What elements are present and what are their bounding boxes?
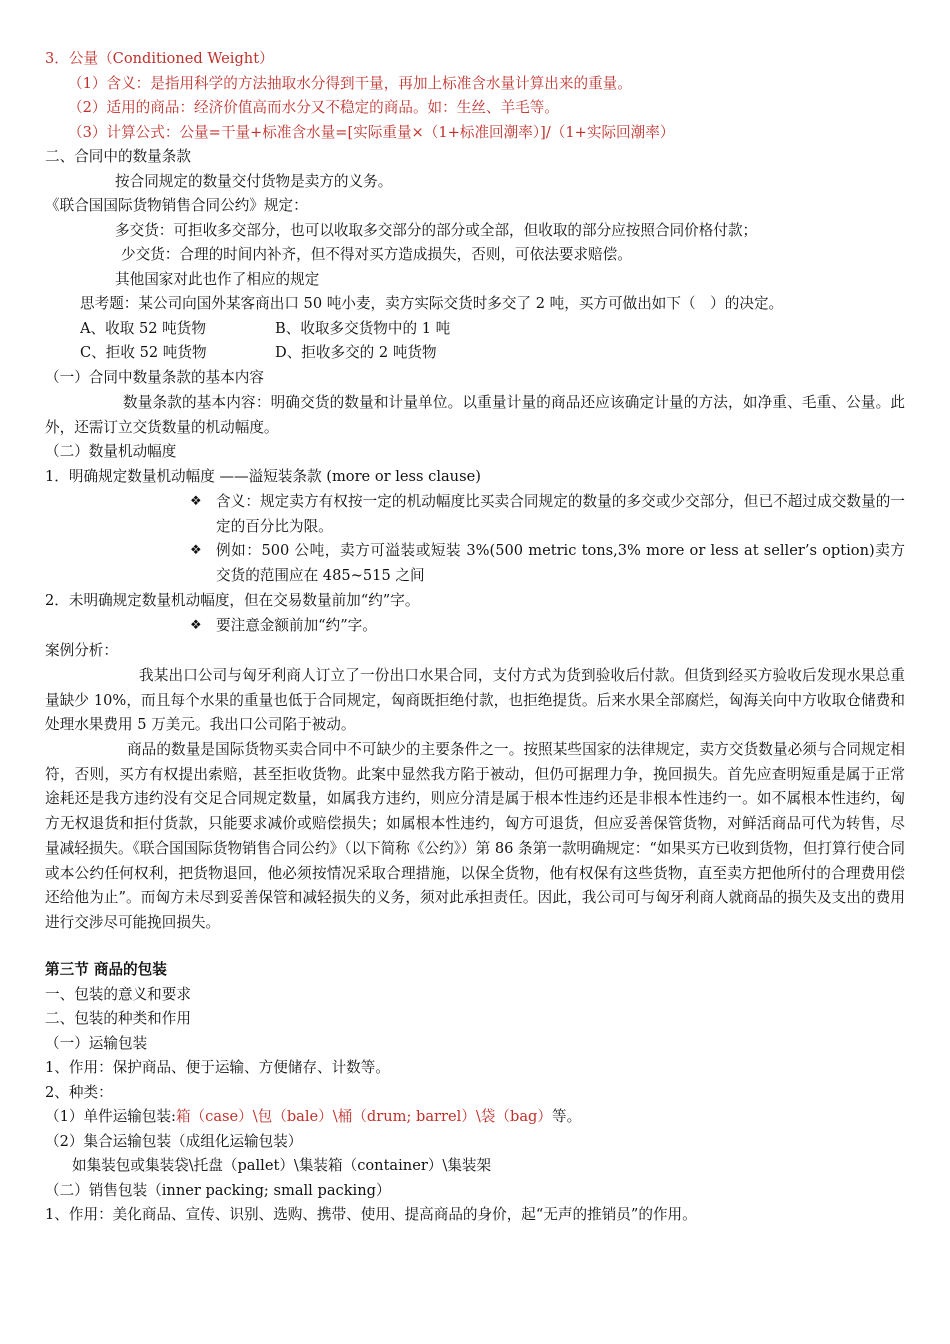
- under-delivery-line: 少交货：合理的时间内补齐，但不得对买方造成损失，否则，可依法要求赔偿。: [121, 246, 632, 263]
- option-d: D、拒收多交的 2 吨货物: [275, 344, 437, 361]
- heading-packing-meaning: 一、包装的意义和要求: [45, 986, 191, 1003]
- option-c: C、拒收 52 吨货物: [80, 344, 207, 361]
- section-title-packing: 第三节 商品的包装: [45, 961, 167, 978]
- diamond-bullet-icon: ❖: [190, 494, 202, 509]
- bullet-about-amount-text: 要注意金额前加“约”字。: [216, 617, 377, 634]
- bullet-example-text: 例如：500 公吨，卖方可溢装或短装 3%(500 metric tons,3% more or less at seller’s option)卖方交货的范围应在 485~515 之间: [216, 542, 905, 584]
- formula-line: （3）计算公式：公量=干量+标准含水量=[实际重量×（1+标准回潮率）]/（1+实际回潮率）: [68, 124, 675, 141]
- other-countries-line: 其他国家对此也作了相应的规定: [115, 271, 320, 288]
- flex-item-2: 2．未明确规定数量机动幅度，但在交易数量前加“约”字。: [45, 592, 420, 609]
- definition-line: （1）含义：是指用科学的方法抽取水分得到干量，再加上标准含水量计算出来的重量。: [68, 75, 632, 92]
- flex-item-1: 1．明确规定数量机动幅度 ——溢短装条款 (more or less clause): [45, 468, 481, 485]
- over-delivery-line: 多交货：可拒收多交部分，也可以收取多交部分的部分或全部，但收取的部分应按照合同价格付款；: [115, 222, 758, 239]
- bullet-about-amount: [190, 614, 905, 639]
- option-b: B、收取多交货物中的 1 吨: [275, 320, 451, 337]
- cisg-intro-line: 《联合国国际货物销售合同公约》规定：: [45, 197, 308, 214]
- heading-basic-content: （一）合同中数量条款的基本内容: [45, 369, 264, 386]
- diamond-bullet-icon: ❖: [190, 618, 202, 633]
- diamond-bullet-icon: ❖: [190, 543, 202, 558]
- case-paragraph-1: 我某出口公司与匈牙利商人订立了一份出口水果合同，支付方式为货到验收后付款。但货到经买方验收后发现水果总重量缺少 10%，而且每个水果的重量也低于合同规定，匈商既拒绝付款，也拒绝提货。后来水果全部腐烂，匈海关向中方收取仓储费和处理水果费用 5 万美元。我出口公司陷于被动。: [45, 667, 905, 734]
- transport-packing-use: 1、作用：保护商品、便于运输、方便储存、计数等。: [45, 1059, 390, 1076]
- basic-content-paragraph: 数量条款的基本内容：明确交货的数量和计量单位。以重量计量的商品还应该确定计量的方法，如净重、毛重、公量。此外，还需订立交货数量的机动幅度。: [45, 394, 905, 436]
- heading-sales-packing: （二）销售包装（inner packing; small packing）: [45, 1182, 391, 1199]
- heading-transport-packing: （一）运输包装: [45, 1035, 148, 1052]
- heading-packing-types: 二、包装的种类和作用: [45, 1010, 191, 1027]
- single-packing-examples: 箱（case）\包（bale）\桶（drum; barrel）\袋（bag）: [175, 1108, 552, 1125]
- thinking-question: 思考题：某公司向国外某客商出口 50 吨小麦，卖方实际交货时多交了 2 吨，买方可做出如下（ ）的决定。: [80, 295, 784, 312]
- group-packing-items: 如集装包或集装袋\托盘（pallet）\集装箱（container）\集装架: [72, 1157, 492, 1174]
- option-a: A、收取 52 吨货物: [80, 320, 206, 337]
- bullet-definition-text: 含义：规定卖方有权按一定的机动幅度比买卖合同规定的数量的多交或少交部分，但已不超过成交数量的一定的百分比为限。: [216, 493, 905, 535]
- heading-case-analysis: 案例分析：: [45, 642, 118, 659]
- bullet-example: [190, 539, 905, 588]
- single-packing-label: （1）单件运输包装:: [45, 1108, 176, 1125]
- applicable-goods-line: （2）适用的商品：经济价值高而水分又不稳定的商品。如：生丝、羊毛等。: [68, 99, 559, 116]
- sales-packing-use: 1、作用：美化商品、宣传、识别、选购、携带、使用、提高商品的身价，起“无声的推销员”的作用。: [45, 1206, 697, 1223]
- heading-quantity-clause: 二、合同中的数量条款: [45, 148, 191, 165]
- group-packing-line: （2）集合运输包装（成组化运输包装）: [45, 1133, 303, 1150]
- case-paragraph-2: 商品的数量是国际货物买卖合同中不可缺少的主要条件之一。按照某些国家的法律规定，卖方交货数量必须与合同规定相符，否则，买方有权提出索赔，甚至拒收货物。此案中显然我方陷于被动，但仍可据理力争，挽回损失。首先应查明短重是属于正常途耗还是我方违约没有交足合同规定数量，如属我方违约，则应分清是属于根本性违约还是非根本性违约一。如不属根本性违约，匈方无权退货和拒付货款，只能要求减价或赔偿损失；如属根本性违约，匈方可退货，但应妥善保管货物，对鲜活商品可代为转售，尽量减轻损失。《联合国国际货物销售合同公约》（以下简称《公约》）第 86 条第一款明确规定：“如果买方已收到货物，但打算行使合同或本公约任何权利，把货物退回，他必须按情况采取合理措施，以保全货物，他有权保有这些货物，直至卖方把他所付的合理费用偿还给他为止”。而匈方未尽到妥善保管和减轻损失的义务，须对此承担责任。因此，我公司可与匈牙利商人就商品的损失及支出的费用进行交涉尽可能挽回损失。: [45, 741, 905, 931]
- single-packing-line: [45, 1105, 905, 1130]
- section-title-conditioned-weight: 3．公量（Conditioned Weight）: [45, 50, 274, 67]
- seller-duty-line: 按合同规定的数量交付货物是卖方的义务。: [115, 173, 393, 190]
- bullet-definition: [190, 490, 905, 539]
- heading-flex-range: （二）数量机动幅度: [45, 443, 177, 460]
- single-packing-suffix: 等。: [551, 1108, 582, 1125]
- transport-packing-kinds: 2、种类：: [45, 1084, 113, 1101]
